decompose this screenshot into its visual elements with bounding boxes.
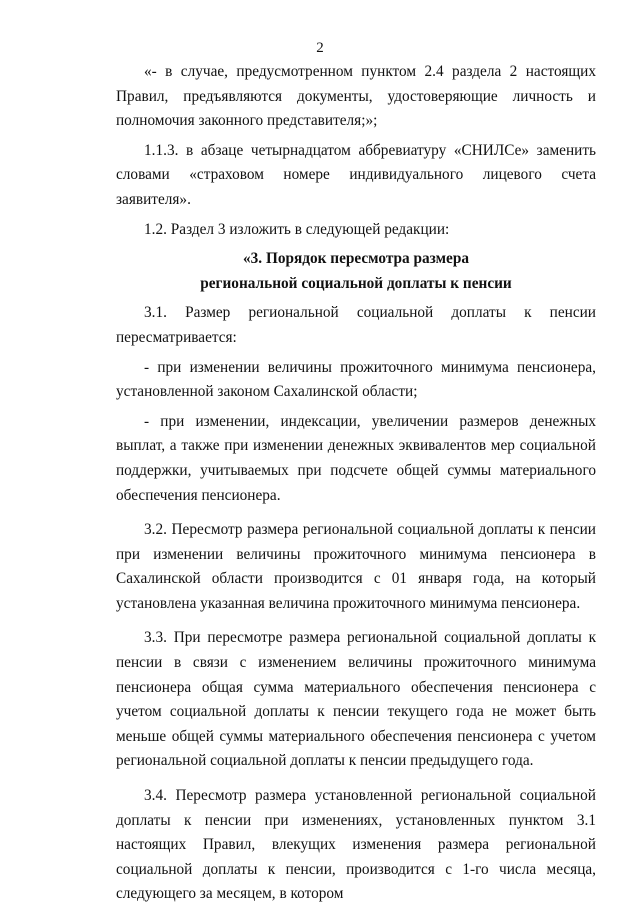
document-body (116, 60, 596, 912)
paragraph-3-2: 3.2. Пересмотр размера региональной социальной доплаты к пенсии при изменении величины прожиточного минимума пенсионера в Сахалинской области производится с 01 января года, на который установлена указанная величина прожиточного минимума пенсионера. (116, 521, 596, 612)
paragraph-1-1-3: 1.1.3. в абзаце четырнадцатом аббревиатуру «СНИЛСе» заменить словами «страховом номере индивидуального лицевого счета заявителя». (116, 141, 596, 208)
paragraph-3-1-item-subsistence: - при изменении величины прожиточного минимума пенсионера, установленной законом Сахалинской области; (116, 358, 596, 401)
section-heading-line-2: региональной социальной доплаты к пенсии (200, 274, 512, 292)
paragraph-3-3: 3.3. При пересмотре размера региональной социальной доплаты к пенсии в связи с изменением величины прожиточного минимума пенсионера общая сумма материального обеспечения пенсионера с учетом социальной доплаты к пенсии текущего года не может быть меньше общей суммы материального обеспечения пенсионера с учетом региональной социальной доплаты к пенсии предыдущего года. (116, 629, 596, 770)
page-number: 2 (316, 40, 324, 56)
paragraph-3-1-item-indexation: - при изменении, индексации, увеличении размеров денежных выплат, а также при изменении денежных эквивалентов мер социальной поддержки, учитываемых при подсчете общей суммы материального обеспечения пенсионера. (116, 412, 596, 504)
paragraph-1-2: 1.2. Раздел 3 изложить в следующей редакции: (144, 220, 450, 238)
paragraph-representative-documents: «- в случае, предусмотренном пунктом 2.4 раздела 2 настоящих Правил, предъявляются документы, удостоверяющие личность и полномочия законного представителя;»; (116, 63, 596, 130)
paragraph-3-4: 3.4. Пересмотр размера установленной региональной социальной доплаты к пенсии при изменениях, установленных пунктом 3.1 настоящих Правил, влекущих изменения размера региональной социальной доплаты к пенсии, производится с 1-го числа месяца, следующего за месяцем, в котором (116, 787, 596, 903)
paragraph-3-1: 3.1. Размер региональной социальной доплаты к пенсии пересматривается: (116, 304, 596, 346)
section-heading-line-1: «3. Порядок пересмотра размера (243, 250, 469, 268)
